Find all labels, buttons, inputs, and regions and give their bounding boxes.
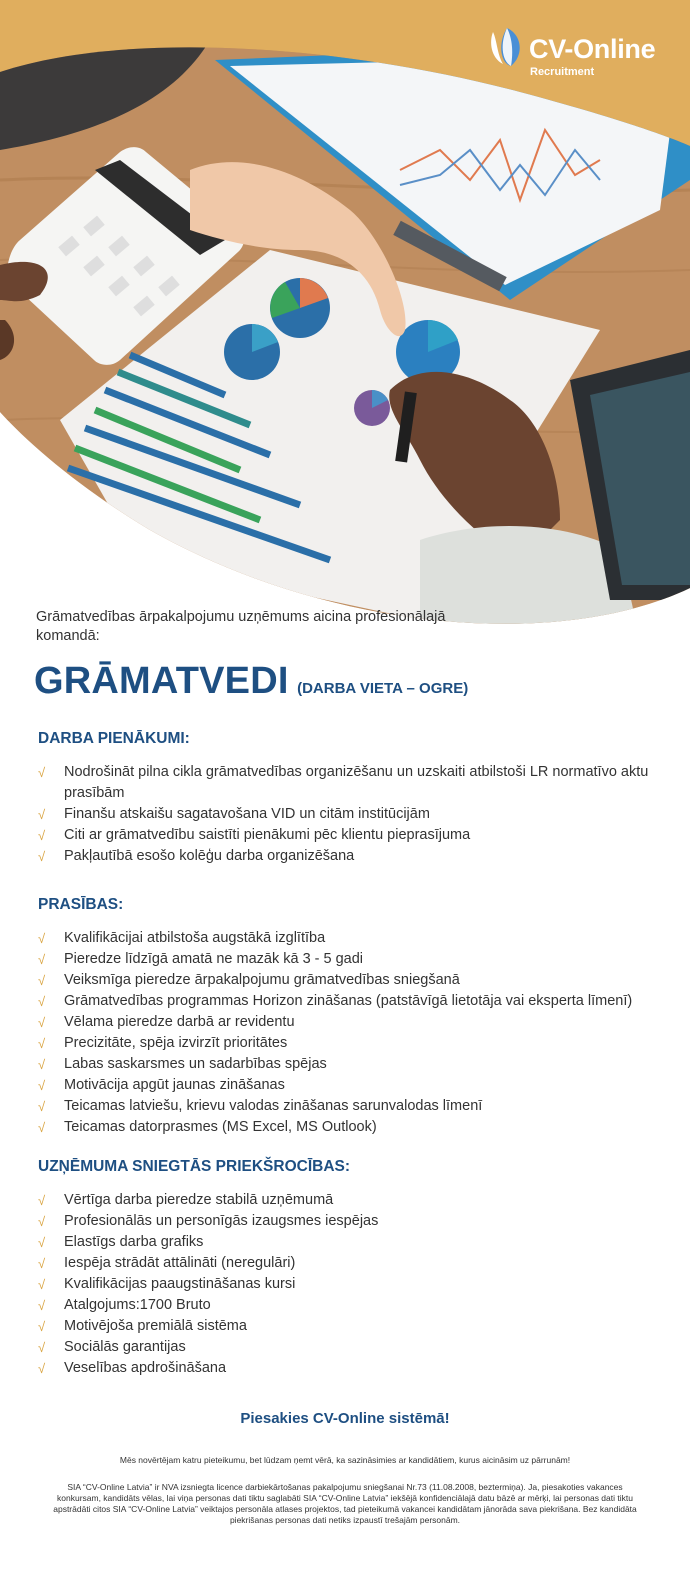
checkmark-icon: √: [38, 1319, 46, 1334]
list-item: [38, 1253, 658, 1274]
duties-list: [38, 762, 658, 867]
list-item-text: Finanšu atskaišu sagatavošana VID un citām institūcijām: [64, 806, 430, 822]
list-item-text: Kvalifikācijai atbilstoša augstākā izglītība: [64, 930, 326, 946]
requirements-section: [38, 896, 658, 1138]
benefits-heading: UZŅĒMUMA SNIEGTĀS PRIEKŠROCĪBAS:: [38, 1158, 351, 1175]
checkmark-icon: √: [38, 1256, 46, 1271]
list-item: [38, 1337, 658, 1358]
list-item: [38, 1117, 658, 1138]
list-item-text: Profesionālās un personīgās izaugsmes iespējas: [64, 1213, 379, 1229]
checkmark-icon: √: [38, 1361, 46, 1376]
cv-online-logo[interactable]: [487, 24, 667, 84]
list-item-text: Atalgojums:1700 Bruto: [64, 1297, 211, 1313]
duties-section: [38, 730, 658, 867]
logo-name: CV-Online: [529, 34, 656, 64]
benefits-list: [38, 1190, 658, 1379]
list-item-text: Teicamas latviešu, krievu valodas zināšanas sarunvalodas līmenī: [64, 1098, 483, 1114]
checkmark-icon: √: [38, 849, 46, 864]
list-item: [38, 1012, 658, 1033]
list-item: [38, 928, 658, 949]
checkmark-icon: √: [38, 952, 46, 967]
list-item: [38, 1096, 658, 1117]
list-item: [38, 1033, 658, 1054]
list-item: [38, 762, 658, 804]
requirements-heading: PRASĪBAS:: [38, 896, 124, 913]
requirements-list: [38, 928, 658, 1138]
job-location: (DARBA VIETA – OGRE): [297, 680, 469, 697]
checkmark-icon: √: [38, 828, 46, 843]
list-item-text: Vērtīga darba pieredze stabilā uzņēmumā: [64, 1192, 334, 1208]
checkmark-icon: √: [38, 1193, 46, 1208]
checkmark-icon: √: [38, 973, 46, 988]
list-item: [38, 1358, 658, 1379]
checkmark-icon: √: [38, 1099, 46, 1114]
list-item-text: Pakļautībā esošo kolēģu darba organizēšana: [64, 848, 355, 864]
benefits-section: [38, 1158, 658, 1379]
list-item: [38, 991, 658, 1012]
list-item: [38, 949, 658, 970]
checkmark-icon: √: [38, 1057, 46, 1072]
list-item: [38, 1075, 658, 1096]
list-item: [38, 1316, 658, 1337]
intro-text: Grāmatvedības ārpakalpojumu uzņēmums aicina profesionālajā komandā:: [36, 609, 446, 644]
checkmark-icon: √: [38, 1235, 46, 1250]
list-item-text: Teicamas datorprasmes (MS Excel, MS Outlook): [64, 1119, 377, 1135]
contact-note: Mēs novērtējam katru pieteikumu, bet lūdzam ņemt vērā, ka sazināsimies ar kandidātiem, kurus aicināsim uz pārrunām!: [119, 1455, 571, 1465]
checkmark-icon: √: [38, 1298, 46, 1313]
checkmark-icon: √: [38, 994, 46, 1009]
checkmark-icon: √: [38, 1277, 46, 1292]
list-item-text: Nodrošināt pilna cikla grāmatvedības organizēšanu un uzskaiti atbilstoši LR normatīvo aktu prasībām: [64, 764, 649, 801]
legal-notice: SIA “CV-Online Latvia” ir NVA izsniegta licence darbiekārtošanas pakalpojumu sniegšanai Nr.73 (11.08.2008, beztermiņa). Ja, piesakoties vakances konkursam, kandidāts vēlas, lai viņa personas dati tiktu saglabāti SIA “CV-Online Latvia” iekšējā konfidenciālajā datu bāzē ar mērķi, lai personas dati tiktu apstrādāti citos SIA “CV-Online Latvia” veiktajos personāla atlases projektos, tad pieteikumā vakancei kandidātam jānorāda sava piekrišana. Bez kandidāta piekrišanas personas dati netiks izpaustī trešajām personām.: [53, 1482, 637, 1525]
checkmark-icon: √: [38, 1214, 46, 1229]
hero: [0, 0, 690, 640]
list-item-text: Motivējoša premiālā sistēma: [64, 1318, 247, 1334]
list-item: [38, 1211, 658, 1232]
list-item-text: Elastīgs darba grafiks: [64, 1234, 204, 1250]
list-item-text: Vēlama pieredze darbā ar revidentu: [64, 1014, 295, 1030]
list-item-text: Citi ar grāmatvedību saistīti pienākumi pēc klientu pieprasījuma: [64, 827, 471, 843]
checkmark-icon: √: [38, 1340, 46, 1355]
list-item-text: Sociālās garantijas: [64, 1339, 186, 1355]
list-item: [38, 846, 658, 867]
checkmark-icon: √: [38, 807, 46, 822]
list-item-text: Pieredze līdzīgā amatā ne mazāk kā 3 - 5 gadi: [64, 951, 364, 967]
list-item: [38, 970, 658, 991]
duties-heading: DARBA PIENĀKUMI:: [38, 730, 190, 747]
list-item: [38, 1232, 658, 1253]
list-item: [38, 804, 658, 825]
list-item-text: Labas saskarsmes un sadarbības spējas: [64, 1056, 327, 1072]
checkmark-icon: √: [38, 1078, 46, 1093]
list-item-text: Grāmatvedības programmas Horizon zināšanas (patstāvīgā lietotāja vai eksperta līmenī): [64, 993, 633, 1009]
list-item-text: Iespēja strādāt attālināti (neregulāri): [64, 1255, 296, 1271]
job-title-main: GRĀMATVEDI: [34, 660, 289, 702]
checkmark-icon: √: [38, 765, 46, 780]
list-item-text: Kvalifikācijas paaugstināšanas kursi: [64, 1276, 296, 1292]
apply-link[interactable]: Piesakies CV-Online sistēmā!: [240, 1410, 450, 1427]
list-item-text: Veselības apdrošināšana: [64, 1360, 227, 1376]
checkmark-icon: √: [38, 931, 46, 946]
list-item: [38, 1054, 658, 1075]
list-item-text: Veiksmīga pieredze ārpakalpojumu grāmatvedības sniegšanā: [64, 972, 460, 988]
list-item-text: Motivācija apgūt jaunas zināšanas: [64, 1077, 285, 1093]
list-item: [38, 1274, 658, 1295]
list-item: [38, 1295, 658, 1316]
checkmark-icon: √: [38, 1036, 46, 1051]
office-desk-calculator-charts-photo: [0, 0, 690, 640]
job-title: [34, 660, 468, 703]
list-item-text: Precizitāte, spēja izvirzīt prioritātes: [64, 1035, 288, 1051]
checkmark-icon: √: [38, 1015, 46, 1030]
logo-tagline: Recruitment: [530, 66, 595, 78]
cv-online-logo-icon: [487, 24, 527, 68]
list-item: [38, 1190, 658, 1211]
checkmark-icon: √: [38, 1120, 46, 1135]
list-item: [38, 825, 658, 846]
